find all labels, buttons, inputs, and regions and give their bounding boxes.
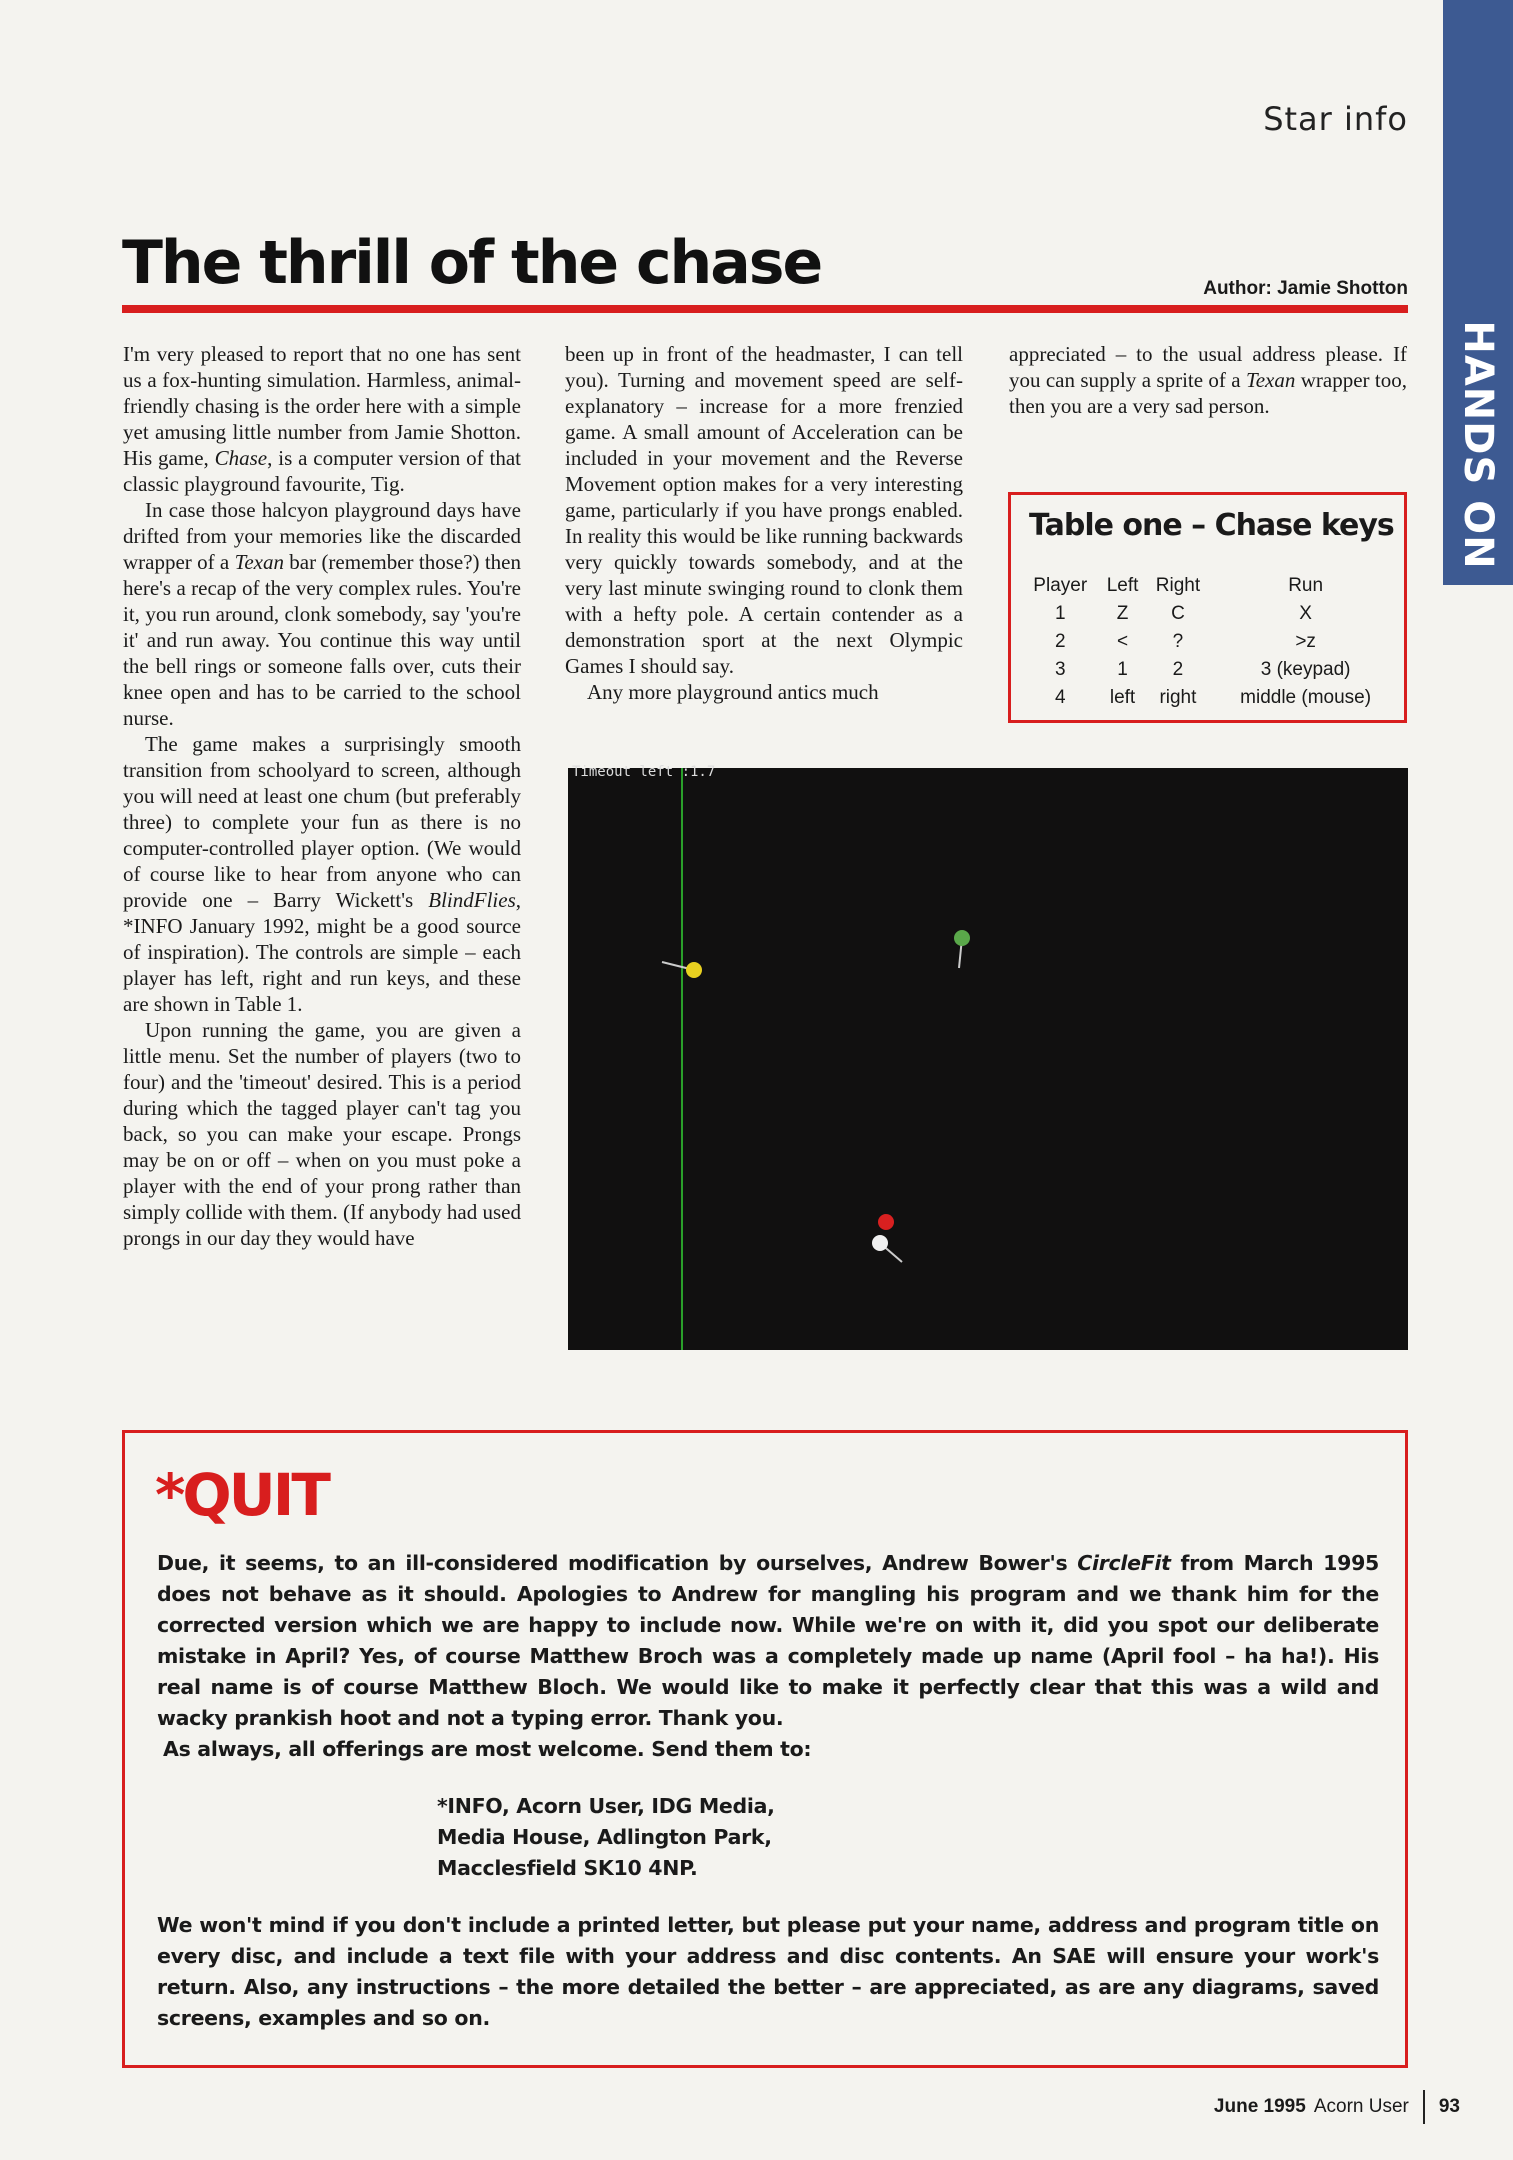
header-cell: Run	[1288, 575, 1324, 596]
text: Upon running the game, you are given a little menu. Set the number of players (two to four) and the 'timeout' desired. This is a period during which the tagged player can't tag you back, so you can make your escape. Prongs may be on or off – when on you must poke a player with the end of your prong rather than simply collide with them. (If anybody had used prongs in our day they would have	[123, 1018, 521, 1250]
section-label: Star info	[1263, 100, 1408, 138]
article-title: The thrill of the chase	[122, 228, 822, 298]
text: from March 1995 does not behave as it should. Apologies to Andrew for mangling his program and we thank him for the corrected version which we are happy to include now. While we're on with it, did you spot our deliberate mistake in April? Yes, of course Matthew Broch was a completely made up name (April fool – ha ha!). His real name is of course Matthew Bloch. We would like to make it perfectly clear that this was a wild and wacky prankish hoot and not a typing error. Thank you.	[157, 1551, 1379, 1730]
divider	[1423, 2090, 1425, 2124]
cell: 2	[1172, 659, 1184, 680]
text-italic: CircleFit	[1077, 1551, 1171, 1575]
table-row	[1021, 600, 1401, 628]
text: bar (remember those?) then here's a recap of the very complex rules. You're it, you run around, clonk somebody, say 'you're it' and run away. You continue this way until the bell rings or someone falls over, cuts their knee open and has to be carried to the school nurse.	[123, 550, 521, 730]
author-byline: Author: Jamie Shotton	[1203, 278, 1408, 299]
player-red	[878, 1214, 894, 1230]
text-italic: BlindFlies	[428, 888, 516, 912]
chase-keys-table	[1008, 492, 1407, 723]
paragraph	[123, 731, 521, 1017]
text: In case those halcyon playground days have drifted from your memories like the discarded wrapper of a	[123, 498, 521, 574]
table-header-row	[1021, 572, 1401, 600]
text-italic: Chase	[214, 446, 268, 470]
cell: 2	[1054, 631, 1066, 652]
cell: X	[1299, 603, 1312, 624]
cell: 1	[1117, 659, 1128, 680]
cell: middle (mouse)	[1240, 687, 1372, 708]
postal-address	[437, 1791, 1379, 1884]
cell: right	[1159, 687, 1197, 708]
page-number: 93	[1438, 2096, 1460, 2117]
title-rule	[122, 305, 1408, 313]
cell: C	[1171, 603, 1185, 624]
paragraph	[157, 1548, 1379, 1734]
address-line: Macclesfield SK10 4NP.	[437, 1856, 698, 1880]
paragraph	[123, 1017, 521, 1251]
cell: 4	[1054, 687, 1066, 708]
table-row	[1021, 628, 1401, 656]
header-cell: Left	[1106, 575, 1139, 596]
header-cell: Right	[1155, 575, 1201, 596]
text: Due, it seems, to an ill-considered modification by ourselves, Andrew Bower's	[157, 1551, 1078, 1575]
paragraph: We won't mind if you don't include a printed letter, but please put your name, address and program title on every disc, and include a text file with your address and disc contents. An SAE will ensure your work's return. Also, any instructions – the more detailed the better – are appreciated, as are any diagrams, saved screens, examples and so on.	[157, 1913, 1379, 2030]
text: The game makes a surprisingly smooth transition from schoolyard to screen, although you will need at least one chum (but preferably three) to complete your fun as there is no computer-controlled player option. (We would of course like to hear from anyone who can provide one – Barry Wickett's	[123, 732, 521, 912]
cell: 3 (keypad)	[1260, 659, 1351, 680]
table-row	[1021, 656, 1401, 684]
article-column-3	[1009, 341, 1407, 419]
cell: ?	[1172, 631, 1184, 652]
text: wrapper too, then you are a very sad person.	[1009, 368, 1407, 418]
text-italic: Texan	[1245, 368, 1296, 392]
quit-box	[122, 1430, 1408, 2068]
quit-title: *QUIT	[155, 1461, 328, 1529]
magazine-name: Acorn User	[1313, 2096, 1409, 2117]
timeout-status: Timeout left :1.7	[572, 764, 716, 780]
text: , is a computer version of that classic playground favourite, Tig.	[123, 446, 521, 496]
player-white	[872, 1235, 888, 1251]
side-tab	[1443, 0, 1513, 585]
game-screenshot	[568, 764, 1408, 1350]
cell: <	[1116, 631, 1129, 652]
table-row	[1021, 684, 1401, 712]
cell: Z	[1116, 603, 1129, 624]
paragraph	[1009, 341, 1407, 419]
article-column-1	[123, 341, 521, 1251]
page-footer	[1214, 2090, 1460, 2124]
text: I'm very pleased to report that no one has sent us a fox-hunting simulation. Harmless, animal-friendly chasing is the order here with a simple yet amusing little number from Jamie Shotton. His game,	[123, 342, 521, 470]
issue-date: June 1995	[1213, 2096, 1306, 2117]
paragraph: Any more playground antics much	[587, 680, 879, 704]
cell: 1	[1054, 603, 1066, 624]
cell: >z	[1295, 631, 1316, 652]
address-line: Media House, Adlington Park,	[437, 1825, 772, 1849]
game-playfield	[568, 768, 1408, 1350]
article-column-2	[565, 341, 963, 705]
table-title: Table one – Chase keys	[1029, 508, 1394, 543]
cell: 3	[1054, 659, 1066, 680]
text: , *INFO January 1992, might be a good source of inspiration). The controls are simple – each player has left, right and run keys, and these are shown in Table 1.	[123, 888, 521, 1016]
text-italic: Texan	[234, 550, 284, 574]
paragraph: been up in front of the headmaster, I can tell you). Turning and movement speed are self-explanatory – increase for a more frenzied game. A small amount of Acceleration can be included in your movement and the Reverse Movement option makes for a very interesting game, particularly if you have prongs enabled. In reality this would be like running backwards very quickly towards somebody, and at the very last minute swinging round to clonk them with a hefty pole. A certain contender as a demonstration sport at the next Olympic Games I should say.	[565, 342, 963, 678]
side-tab-label: HANDS ON	[1455, 320, 1501, 570]
player-yellow	[686, 962, 702, 978]
paragraph: As always, all offerings are most welcome. Send them to:	[163, 1737, 812, 1761]
cell: left	[1109, 687, 1136, 708]
player-green	[954, 930, 970, 946]
text: appreciated – to the usual address please. If you can supply a sprite of a	[1009, 342, 1407, 392]
paragraph	[123, 341, 521, 497]
paragraph	[123, 497, 521, 731]
address-line: *INFO, Acorn User, IDG Media,	[437, 1794, 775, 1818]
header-cell: Player	[1033, 575, 1088, 596]
